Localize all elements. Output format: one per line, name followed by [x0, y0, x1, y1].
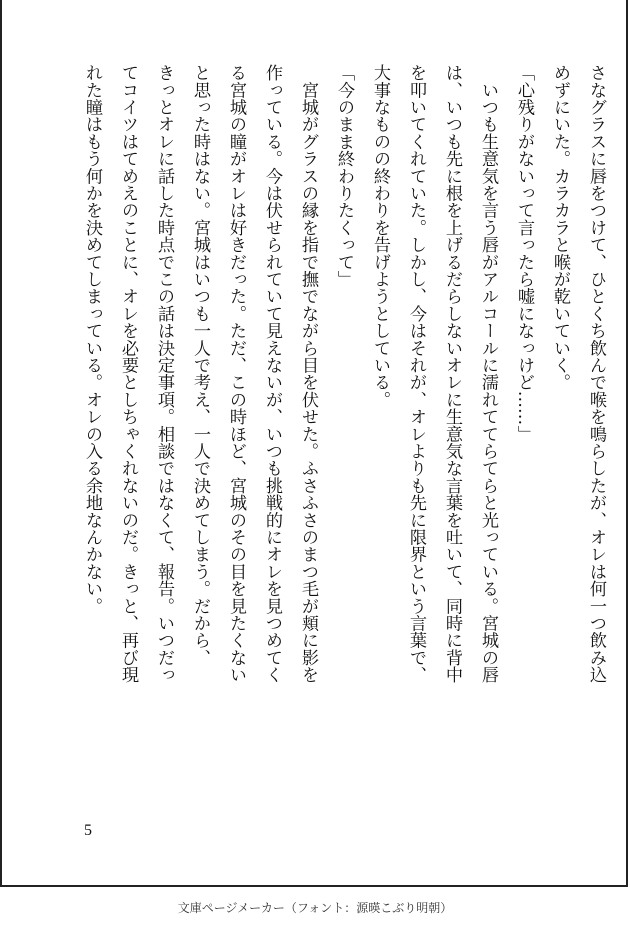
text-line: 宮城がグラスの縁を指で撫でながら目を伏せた。ふさふさのまつ毛が頬に影を — [298, 64, 318, 684]
text-line: 「今のまま終わりたくって」 — [334, 64, 354, 288]
text-line: を叩いてくれていた。しかし、今はそれが、オレよりも先に限界という言葉で、 — [406, 64, 426, 684]
text-line: と思った時はない。宮城はいつも一人で考え、一人で決めてしまう。だから、 — [190, 64, 210, 666]
page-number: 5 — [84, 822, 92, 839]
text-line: 作っている。今は伏せられていて見えないが、いつも挑戦的にオレを見つめてく — [262, 64, 282, 684]
text-line: れた瞳はもう何かを決めてしまっている。オレの入る余地なんかない。 — [82, 64, 102, 615]
footer-credit: 文庫ページメーカー（フォント：源暎こぶり明朝） — [177, 901, 453, 915]
text-line: いつも生意気を言う唇がアルコールに濡れててらてらと光っている。宮城の唇 — [478, 64, 498, 684]
text-line: てコイツはてめえのことに、オレを必要としちゃくれないのだ。きっと、再び現 — [118, 64, 138, 684]
vertical-body-text — [74, 64, 614, 724]
text-line: は、いつも先に根を上げるだらしないオレに生意気な言葉を吐いて、同時に背中 — [442, 64, 462, 684]
text-line: 大事なものの終わりを告げようとしている。 — [370, 64, 390, 408]
text-line: 「心残りがないって言ったら嘘になっけど……」 — [514, 64, 534, 443]
text-line: めずにいた。カラカラと喉が乾いていく。 — [550, 64, 570, 391]
text-line: る宮城の瞳がオレは好きだった。ただ、この時ほど、宮城のその目を見たくない — [226, 64, 246, 684]
text-line: きっとオレに話した時点でこの話は決定事項。相談ではなくて、報告。いつだっ — [154, 64, 174, 684]
text-line: さなグラスに唇をつけて、ひとくち飲んで喉を鳴らしたが、オレは何一つ飲み込 — [586, 64, 606, 684]
